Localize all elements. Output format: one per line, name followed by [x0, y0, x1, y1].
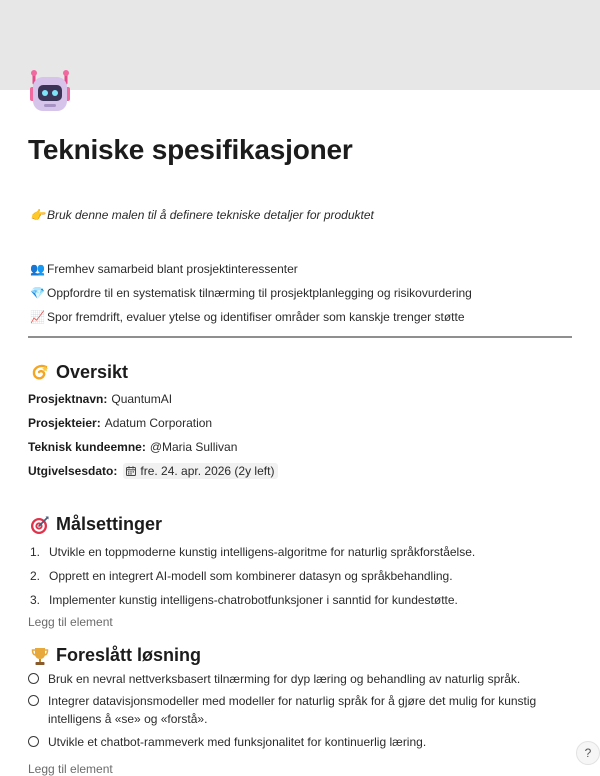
add-item-button[interactable]: Legg til element	[28, 762, 113, 776]
date-chip[interactable]	[123, 463, 278, 479]
overview-properties	[28, 387, 278, 483]
robot-face-icon[interactable]	[28, 69, 72, 115]
chart-increasing-icon: 📈	[30, 310, 45, 324]
property-label: Utgivelsesdato:	[28, 464, 118, 478]
gem-icon: 💎	[30, 286, 45, 300]
heading-text: Oversikt	[56, 362, 129, 382]
callout-text[interactable]: Bruk denne malen til å definere tekniske detaljer for produktet	[47, 208, 374, 222]
page-title[interactable]: Tekniske spesifikasjoner	[28, 134, 353, 165]
heading-text: Målsettinger	[56, 514, 163, 534]
highlight-text: Oppfordre til en systematisk tilnærming til prosjektplanlegging og risikovurdering	[47, 286, 472, 300]
highlights-list	[30, 257, 472, 329]
highlight-text: Fremhev samarbeid blant prosjektinteressenter	[47, 262, 298, 276]
heading-solution[interactable]	[30, 645, 201, 666]
list-number: 1.	[30, 545, 41, 559]
divider	[28, 336, 572, 338]
list-item[interactable]	[28, 564, 475, 588]
todo-text[interactable]: Utvikle et chatbot-rammeverk med funksjonalitet for kontinuerlig læring.	[48, 735, 427, 749]
people-icon: 👥	[30, 262, 45, 276]
solution-todo-list	[28, 670, 576, 755]
list-item[interactable]	[30, 281, 472, 305]
property-label: Teknisk kundeemne:	[28, 440, 146, 454]
mention-link[interactable]: @Maria Sullivan	[149, 440, 238, 454]
heading-overview[interactable]	[30, 362, 128, 383]
property-value: QuantumAI	[111, 392, 173, 406]
property-value: Adatum Corporation	[104, 416, 213, 430]
help-button[interactable]: ?	[576, 741, 600, 765]
trophy-icon	[30, 646, 50, 666]
todo-checkbox[interactable]	[28, 673, 39, 684]
page-cover[interactable]	[0, 0, 600, 90]
list-number: 2.	[30, 569, 41, 583]
pointing-hand-icon: 👉	[30, 208, 45, 222]
list-item[interactable]	[30, 305, 472, 329]
list-item-text: Implementer kunstig intelligens-chatrobotfunksjoner i sanntid for kundestøtte.	[49, 593, 458, 607]
goals-list	[28, 540, 475, 612]
todo-text[interactable]: Integrer datavisjonsmodeller med modeller for naturlig språk for å gjøre det mulig for kunstig intelligens å «se» og «forstå».	[48, 694, 537, 726]
dizzy-icon	[30, 363, 50, 383]
list-number: 3.	[30, 593, 41, 607]
property-label: Prosjektnavn:	[28, 392, 108, 406]
heading-text: Foreslått løsning	[56, 645, 202, 665]
todo-checkbox[interactable]	[28, 736, 39, 747]
property-row[interactable]	[28, 411, 278, 435]
todo-item	[28, 692, 576, 733]
todo-item	[28, 733, 576, 755]
todo-checkbox[interactable]	[28, 695, 39, 706]
highlight-text: Spor fremdrift, evaluer ytelse og identifiser områder som kanskje trenger støtte	[47, 310, 465, 324]
list-item-text: Opprett en integrert AI-modell som kombinerer datasyn og språkbehandling.	[49, 569, 453, 583]
calendar-icon	[126, 466, 136, 476]
list-item-text: Utvikle en toppmoderne kunstig intelligens-algoritme for naturlig språkforståelse.	[49, 545, 476, 559]
list-item[interactable]	[28, 588, 475, 612]
todo-item	[28, 670, 576, 692]
list-item[interactable]	[28, 540, 475, 564]
list-item[interactable]	[30, 257, 472, 281]
add-item-button[interactable]: Legg til element	[28, 615, 113, 629]
property-row[interactable]	[28, 435, 278, 459]
date-value: fre. 24. apr. 2026 (2y left)	[140, 464, 275, 478]
property-label: Prosjekteier:	[28, 416, 101, 430]
todo-text[interactable]: Bruk en nevral nettverksbasert tilnærming for dyp læring og behandling av naturlig språk.	[48, 672, 521, 686]
target-icon	[30, 515, 50, 535]
property-row[interactable]	[28, 459, 278, 483]
heading-goals[interactable]	[30, 514, 162, 535]
callout	[30, 208, 374, 222]
property-row[interactable]	[28, 387, 278, 411]
